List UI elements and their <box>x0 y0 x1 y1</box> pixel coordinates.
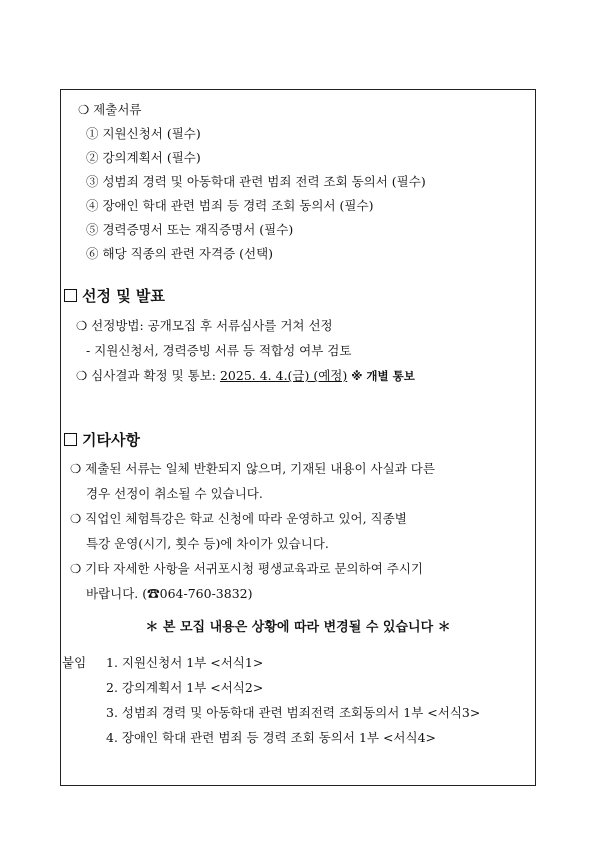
submission-item: ① 지원신청서 (필수) <box>86 126 201 141</box>
submission-heading: ❍ 제출서류 <box>78 102 142 117</box>
other-note-line: ❍ 제출된 서류는 일체 반환되지 않으며, 기재된 내용이 사실과 다른 <box>70 461 435 476</box>
other-note-line: ❍ 기타 자세한 사항을 서귀포시청 평생교육과로 문의하여 주시기 <box>70 561 423 576</box>
submission-item: ③ 성범죄 경력 및 아동학대 관련 범죄 전력 조회 동의서 (필수) <box>86 174 426 189</box>
other-note-line: ❍ 직업인 체험특강은 학교 신청에 따라 운영하고 있어, 직종별 <box>70 511 407 526</box>
other-note-line: 경우 선정이 취소될 수 있습니다. <box>86 486 263 501</box>
attachment-item: 3. 성범죄 경력 및 아동학대 관련 범죄전력 조회동의서 1부 <서식3> <box>106 705 481 720</box>
attachment-item: 2. 강의계획서 1부 <서식2> <box>106 680 264 695</box>
selection-method: ❍ 선정방법: 공개모집 후 서류심사를 거쳐 선정 <box>76 318 333 333</box>
submission-item: ② 강의계획서 (필수) <box>86 150 201 165</box>
section-heading-other: 기타사항 <box>64 431 140 449</box>
other-note-line: 바랍니다. (☎064-760-3832) <box>86 586 253 601</box>
section-heading-selection: 선정 및 발표 <box>64 287 165 305</box>
selection-result-label: ❍ 심사결과 확정 및 통보: <box>76 368 220 383</box>
checkbox-square-icon <box>64 289 77 302</box>
attachment-item: 4. 장애인 학대 관련 범죄 등 경력 조회 동의서 1부 <서식4> <box>106 730 437 745</box>
submission-item: ④ 장애인 학대 관련 범죄 등 경력 조회 동의서 (필수) <box>86 198 374 213</box>
selection-method-detail: - 지원신청서, 경력증빙 서류 등 적합성 여부 검토 <box>86 343 352 358</box>
attachments-label: 붙임 <box>62 655 87 670</box>
attachment-item: 1. 지원신청서 1부 <서식1> <box>106 655 264 670</box>
change-notice: ＊ 본 모집 내용은 상황에 따라 변경될 수 있습니다 ＊ <box>145 620 451 635</box>
selection-result <box>76 368 415 384</box>
selection-result-note: ※ 개별 통보 <box>351 369 415 383</box>
other-note-line: 특강 운영(시기, 횟수 등)에 차이가 있습니다. <box>86 536 329 551</box>
submission-item: ⑤ 경력증명서 또는 재직증명서 (필수) <box>86 222 294 237</box>
submission-item: ⑥ 해당 직종의 관련 자격증 (선택) <box>86 246 274 261</box>
selection-result-date: 2025. 4. 4.(금) (예정) <box>219 368 348 383</box>
checkbox-square-icon <box>64 433 77 446</box>
